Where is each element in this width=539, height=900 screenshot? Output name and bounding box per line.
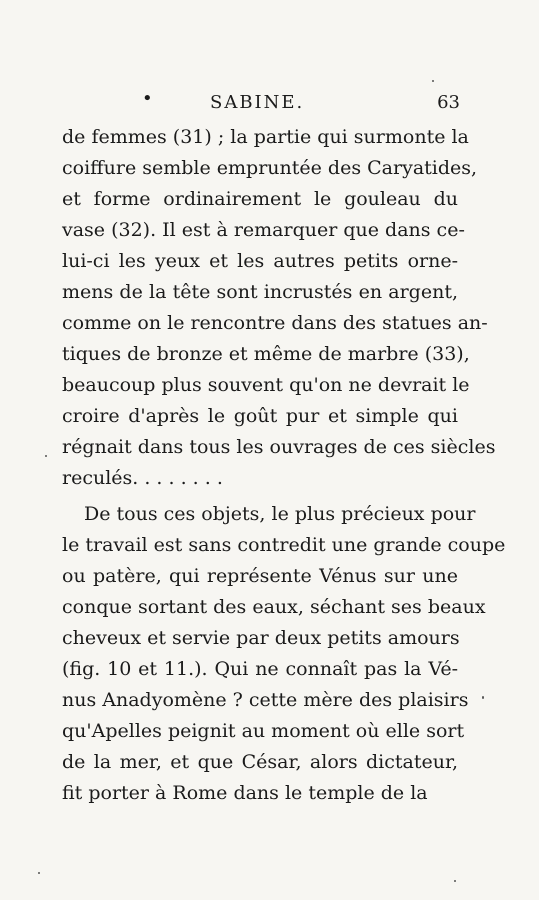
text-line: comme on le rencontre dans des statues an-	[62, 312, 488, 334]
text-line: qu'Apelles peignit au moment où elle sort	[62, 720, 465, 742]
text-line: tiques de bronze et même de marbre (33),	[62, 343, 470, 365]
text-line: de femmes (31) ; la partie qui surmonte la	[62, 126, 469, 148]
text-line: fit porter à Rome dans le temple de la	[62, 782, 428, 804]
text-line: beaucoup plus souvent qu'on ne devrait le	[62, 374, 470, 396]
text-line: coiffure semble empruntée des Caryatides,	[62, 157, 478, 179]
text-line: de la mer, et que César, alors dictateur,	[62, 751, 458, 773]
speck	[432, 80, 434, 82]
speck	[45, 455, 47, 457]
page-number: 63	[437, 92, 460, 113]
text-line: (fig. 10 et 11.). Qui ne connaît pas la Vé-	[62, 658, 458, 680]
text-line: cheveux et servie par deux petits amours	[62, 627, 460, 649]
body-text	[62, 122, 506, 809]
text-line: nus Anadyomène ? cette mère des plaisirs	[62, 689, 469, 711]
text-line: le travail est sans contredit une grande coupe	[62, 534, 506, 556]
text-line: lui-ci les yeux et les autres petits orne-	[62, 250, 458, 272]
speck	[38, 872, 40, 874]
speck	[482, 696, 484, 699]
text-line: et forme ordinairement le gouleau du	[62, 188, 458, 210]
text-line: vase (32). Il est à remarquer que dans ce-	[62, 219, 465, 241]
text-line: croire d'après le goût pur et simple qui	[62, 405, 458, 427]
paragraph	[62, 122, 496, 494]
running-title: SABINE.	[210, 92, 305, 113]
text-line: conque sortant des eaux, séchant ses beaux	[62, 596, 486, 618]
paragraph	[62, 499, 506, 809]
text-line: ou patère, qui représente Vénus sur une	[62, 565, 458, 587]
header-ornament: •	[142, 88, 155, 109]
running-head	[60, 88, 460, 118]
speck	[454, 880, 456, 882]
text-line: reculés. . . . . . . .	[62, 467, 223, 489]
text-line: mens de la tête sont incrustés en argent,	[62, 281, 458, 303]
text-line: régnait dans tous les ouvrages de ces siècles	[62, 436, 496, 458]
text-line: De tous ces objets, le plus précieux pour	[84, 503, 476, 525]
